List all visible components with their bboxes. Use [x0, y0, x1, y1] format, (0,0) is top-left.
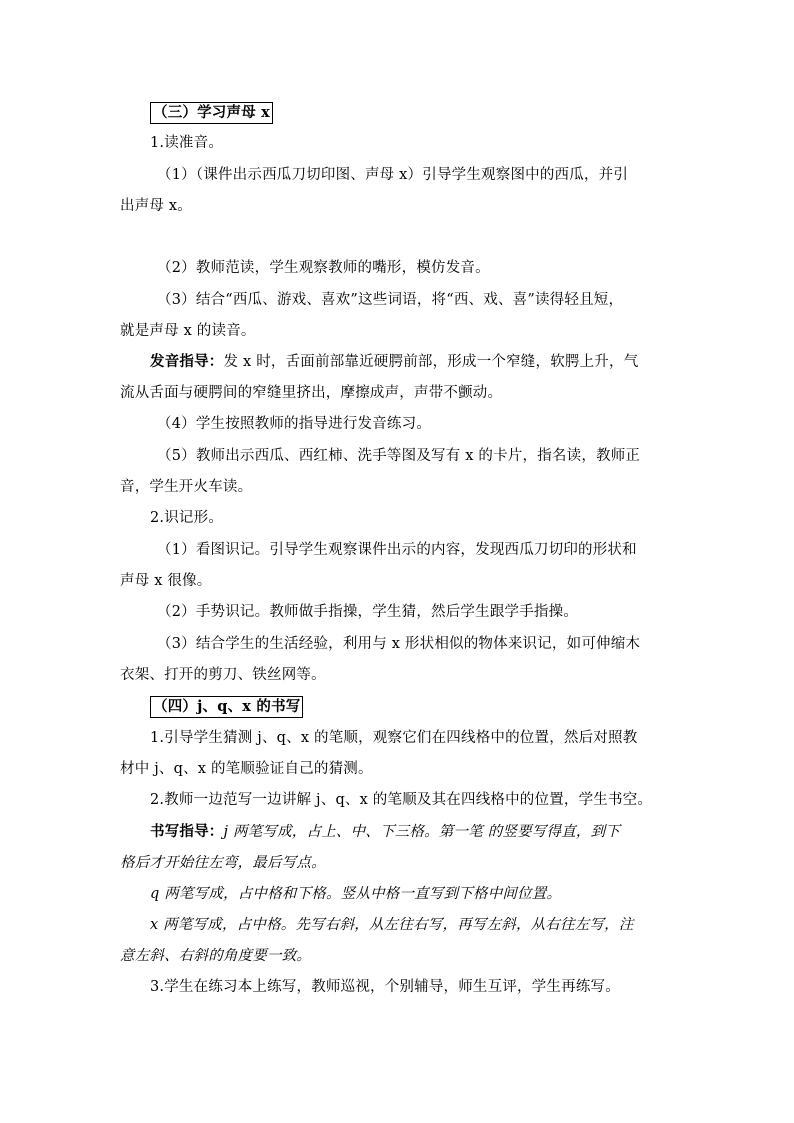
paragraph-4: （4）学生按照教师的指导进行发音练习。 [157, 416, 432, 432]
writing-2: 2.教师一边范写一边讲解 j、q、x 的笔顺及其在四线格中的位置，学生书空。 [150, 792, 653, 808]
section4-heading-line [150, 696, 303, 718]
shape-1-line-1: （1）看图识记。引导学生观察课件出示的内容，发现西瓜刀切印的形状和 [157, 542, 637, 558]
shape-3-line-1: （3）结合学生的生活经验，利用与 x 形状相似的物体来识记，如可伸缩木 [157, 636, 641, 652]
paragraph-1-line-2: 出声母 x。 [120, 198, 192, 214]
paragraph-2: （2）教师范读，学生观察教师的嘴形，模仿发音。 [157, 260, 490, 276]
writing-guide-label: 书写指导： [150, 823, 224, 840]
writing-guide-q-line: q 两笔写成，占中格和下格。竖从中格一直写到下格中间位置。 [150, 886, 562, 902]
section4-heading: （四）j、q、x 的书写 [150, 696, 303, 718]
pronunciation-guide-text-1: 发 x 时，舌面前部靠近硬腭前部，形成一个窄缝，软腭上升，气 [223, 354, 639, 370]
paragraph-1-line-1: （1）（课件出示西瓜刀切印图、声母 x）引导学生观察图中的西瓜，并引 [157, 167, 629, 183]
section3-heading-line [150, 102, 273, 124]
writing-3: 3.学生在练习本上练写，教师巡视，个别辅导，师生互评，学生再练写。 [150, 979, 620, 995]
shape-1-line-2: 声母 x 很像。 [120, 573, 212, 589]
pronunciation-guide-line-1 [150, 352, 638, 372]
paragraph-3-line-2: 就是声母 x 的读音。 [120, 323, 256, 339]
paragraph-5-line-2: 音，学生开火车读。 [120, 479, 253, 495]
shape-2: （2）手势识记。教师做手指操，学生猜，然后学生跟学手指操。 [157, 604, 579, 620]
section3-heading: （三）学习声母 x [150, 102, 273, 124]
writing-1-line-2: 材中 j、q、x 的笔顺验证自己的猜测。 [120, 761, 373, 777]
item1-title: 1.读准音。 [150, 135, 224, 151]
pronunciation-guide-line-2: 流从舌面与硬腭间的窄缝里挤出，摩擦成声，声带不颤动。 [120, 385, 503, 401]
writing-1-line-1: 1.引导学生猜测 j、q、x 的笔顺，观察它们在四线格中的位置，然后对照教 [150, 730, 638, 746]
writing-guide-j-text-1: j 两笔写成，占上、中、下三格。第一笔 的竖要写得直，到下 [223, 824, 621, 840]
writing-guide-j-line-2: 格后才开始往左弯，最后写点。 [120, 855, 326, 871]
pronunciation-guide-label: 发音指导： [150, 353, 224, 370]
paragraph-5-line-1: （5）教师出示西瓜、西红柿、洗手等图及写有 x 的卡片，指名读，教师正 [157, 448, 641, 464]
writing-guide-x-line-1: x 两笔写成，占中格。先写右斜，从左往右写，再写左斜，从右往左写，注 [150, 917, 634, 933]
shape-3-line-2: 衣架、打开的剪刀、铁丝网等。 [120, 667, 326, 683]
writing-guide-x-line-2: 意左斜、右斜的角度要一致。 [120, 948, 312, 964]
writing-guide-line-1 [150, 822, 620, 842]
item2-title: 2.识记形。 [150, 510, 224, 526]
paragraph-3-line-1: （3）结合“西瓜、游戏、喜欢”这些词语，将“西、戏、喜”读得轻且短， [157, 292, 624, 308]
